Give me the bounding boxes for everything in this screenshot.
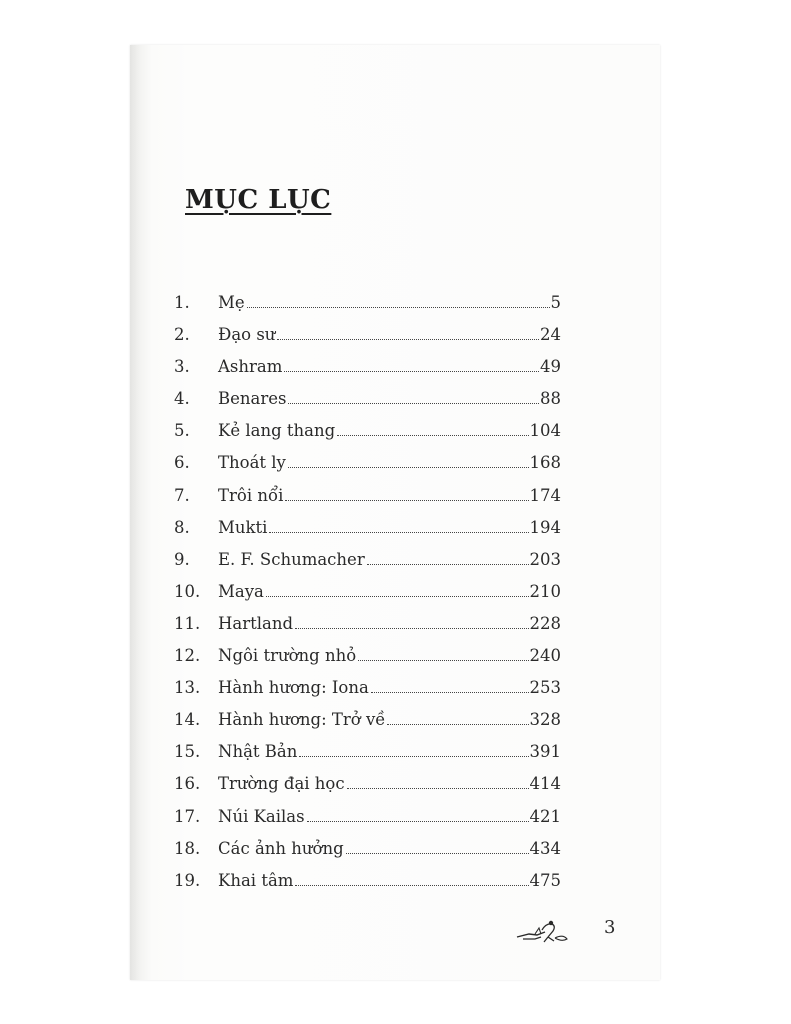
toc-entry-number: 14. [174,710,201,730]
toc-entry-page: 5 [550,293,561,312]
dot-leader [387,724,528,725]
page-number: 3 [604,917,616,938]
toc-entry-title: Các ảnh hưởng [218,838,344,858]
toc-entry-title: Núi Kailas [218,806,305,826]
dot-leader [371,692,529,693]
dot-leader [277,339,539,340]
dot-leader [288,403,539,404]
toc-entry-page: 210 [529,581,561,601]
toc-entry-title: E. F. Schumacher [218,549,365,569]
toc-entry-page: 475 [529,870,561,890]
dot-leader [247,307,550,308]
toc-entry-number: 10. [174,581,201,601]
toc-entry-number: 7. [174,485,190,505]
toc-entry-title: Thoát ly [218,453,286,473]
toc-entry-page: 328 [529,710,561,730]
toc-entry [174,421,561,453]
toc-entry-number: 3. [174,357,190,377]
toc-entry-title: Hartland [218,613,294,633]
toc-entry [174,710,561,742]
dot-leader [337,435,528,436]
toc-entry-number: 1. [174,293,190,312]
toc-entry-page: 228 [529,613,561,633]
toc-entry-title: Benares [218,389,287,409]
toc-entry-number: 15. [174,742,201,762]
toc-entry [174,518,561,550]
toc-entry [174,486,561,518]
toc-entry-page: 253 [529,678,561,698]
toc-entry-number: 19. [174,870,201,890]
toc-entry-page: 194 [529,517,561,537]
dot-leader [299,756,528,757]
book-page [130,45,660,980]
toc-entry-title: Ashram [218,357,283,377]
toc-entry-number: 9. [174,549,190,569]
toc-entry-number: 17. [174,806,201,826]
toc-entry [174,325,561,357]
toc-entry-number: 12. [174,646,201,666]
toc-entry [174,871,561,903]
toc-entry-page: 104 [529,421,561,441]
toc-entry-page: 88 [540,389,561,409]
toc-entry-title: Trường đại học [218,774,345,794]
page-title: MỤC LỤC [185,185,332,215]
toc-entry-title: Hành hương: Iona [218,678,369,698]
toc-entry [174,646,561,678]
toc-entry-page: 203 [529,549,561,569]
dot-leader [288,467,529,468]
toc-entry-title: Hành hương: Trở về [218,710,386,730]
toc-entry [174,807,561,839]
toc-entry-title: Ngôi trường nhỏ [218,646,357,666]
toc-entry-number: 18. [174,838,201,858]
toc-entry-page: 168 [529,453,561,473]
toc-entry [174,742,561,774]
toc-entry-page: 24 [540,325,561,345]
toc-entry-title: Nhật Bản [218,742,298,762]
toc-entry-title: Khai tâm [218,870,294,890]
toc-entry-number: 11. [174,613,201,633]
toc-entry-number: 6. [174,453,190,473]
toc-entry [174,293,561,325]
toc-entry-title: Maya [218,581,264,601]
toc-entry-title: Đạo sư [218,325,276,345]
toc-entry-title: Kẻ lang thang [218,421,336,441]
dot-leader [284,371,539,372]
toc-entry-number: 8. [174,517,190,537]
dot-leader [358,660,528,661]
dot-leader [347,788,529,789]
toc-entry-number: 2. [174,325,190,345]
toc-entry [174,357,561,389]
toc-entry-number: 5. [174,421,190,441]
toc-entry-page: 414 [529,774,561,794]
toc-entry-title: Mukti [218,517,268,537]
toc-entry-page: 174 [529,485,561,505]
toc-entry-number: 4. [174,389,190,409]
dot-leader [346,853,529,854]
toc-entry [174,614,561,646]
table-of-contents [174,293,561,903]
toc-entry [174,839,561,871]
toc-entry-page: 49 [540,357,561,377]
toc-entry-title: Mẹ [218,293,245,312]
dot-leader [266,596,529,597]
toc-entry [174,389,561,421]
toc-entry [174,774,561,806]
dot-leader [295,628,528,629]
dot-leader [295,885,528,886]
toc-entry [174,550,561,582]
toc-entry-title: Trôi nổi [218,485,284,505]
toc-entry-page: 434 [529,838,561,858]
toc-entry-page: 421 [529,806,561,826]
dot-leader [269,532,528,533]
toc-entry [174,582,561,614]
toc-entry [174,678,561,710]
toc-entry-number: 13. [174,678,201,698]
toc-entry-page: 391 [529,742,561,762]
toc-entry-number: 16. [174,774,201,794]
toc-entry-page: 240 [529,646,561,666]
dot-leader [285,500,528,501]
dot-leader [367,564,529,565]
dot-leader [307,821,529,822]
walking-figure-logo-icon [515,918,575,944]
toc-entry [174,453,561,485]
